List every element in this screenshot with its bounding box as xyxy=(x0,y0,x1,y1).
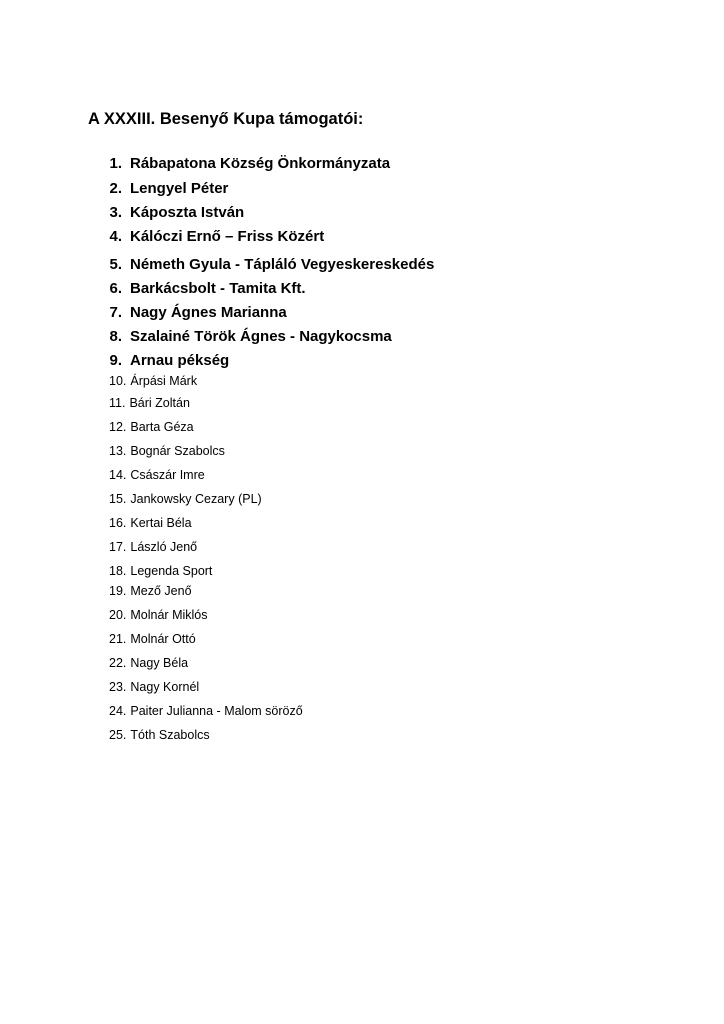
list-item-number: 7. xyxy=(109,304,122,321)
list-item-name: Mező Jenő xyxy=(130,584,192,598)
list-item xyxy=(104,352,229,369)
list-item xyxy=(109,656,188,670)
list-item xyxy=(104,304,287,321)
list-item-number: 12. xyxy=(109,420,127,434)
list-item-name: Arnau pékség xyxy=(130,352,230,369)
list-item-number: 3. xyxy=(109,204,122,221)
list-item xyxy=(109,584,192,598)
list-item-name: Bognár Szabolcs xyxy=(130,444,225,458)
list-item xyxy=(104,155,390,172)
list-item-number: 24. xyxy=(109,704,127,718)
list-item xyxy=(109,608,208,622)
list-item xyxy=(109,704,303,718)
list-item xyxy=(109,468,205,482)
list-item xyxy=(104,280,306,297)
list-item-number: 11. xyxy=(109,396,126,410)
list-item xyxy=(109,396,190,410)
list-item xyxy=(109,540,197,554)
list-item-name: Nagy Kornél xyxy=(130,680,200,694)
list-item-number: 10. xyxy=(109,374,127,388)
list-item-name: Molnár Ottó xyxy=(130,632,196,646)
list-item-name: Paiter Julianna - Malom söröző xyxy=(130,704,303,718)
list-item-name: Barkácsbolt - Tamita Kft. xyxy=(130,280,306,297)
list-item-number: 9. xyxy=(109,352,122,369)
list-item-number: 1. xyxy=(109,155,122,172)
list-item-name: Nagy Béla xyxy=(130,656,189,670)
list-item-name: Németh Gyula - Tápláló Vegyeskereskedés xyxy=(130,256,435,273)
list-item-number: 2. xyxy=(109,180,122,197)
list-item-name: Lengyel Péter xyxy=(130,180,229,197)
list-item-name: Árpási Márk xyxy=(130,374,198,388)
list-item-name: Rábapatona Község Önkormányzata xyxy=(130,155,391,172)
list-item-name: Kertai Béla xyxy=(130,516,192,530)
list-item-name: Szalainé Török Ágnes - Nagykocsma xyxy=(130,328,392,345)
list-item-name: Legenda Sport xyxy=(130,564,213,578)
list-item xyxy=(109,516,192,530)
list-item xyxy=(109,374,197,388)
list-item-number: 22. xyxy=(109,656,127,670)
list-item-name: Molnár Miklós xyxy=(130,608,208,622)
list-item-number: 5. xyxy=(109,256,122,273)
list-item-name: Káposzta István xyxy=(130,204,245,221)
list-item-number: 16. xyxy=(109,516,127,530)
list-item-number: 6. xyxy=(109,280,122,297)
list-item-name: Jankowsky Cezary (PL) xyxy=(130,492,262,506)
list-item xyxy=(109,492,262,506)
list-item-name: Nagy Ágnes Marianna xyxy=(130,304,287,321)
list-item-number: 23. xyxy=(109,680,127,694)
list-item-name: Tóth Szabolcs xyxy=(130,728,210,742)
list-item xyxy=(104,256,434,273)
list-item xyxy=(109,632,196,646)
list-item-number: 15. xyxy=(109,492,127,506)
list-item-name: László Jenő xyxy=(130,540,198,554)
list-item xyxy=(109,564,212,578)
list-item xyxy=(104,180,228,197)
list-item-number: 14. xyxy=(109,468,127,482)
list-item-number: 4. xyxy=(109,228,122,245)
list-item-number: 25. xyxy=(109,728,127,742)
list-item-name: Császár Imre xyxy=(130,468,205,482)
list-item-number: 19. xyxy=(109,584,127,598)
list-item-number: 21. xyxy=(109,632,127,646)
list-item-number: 8. xyxy=(109,328,122,345)
list-item xyxy=(104,228,324,245)
list-item xyxy=(109,680,199,694)
list-item-number: 18. xyxy=(109,564,127,578)
list-item-number: 20. xyxy=(109,608,127,622)
list-item-number: 13. xyxy=(109,444,127,458)
page-title: A XXXIII. Besenyő Kupa támogatói: xyxy=(88,110,364,128)
list-item-name: Barta Géza xyxy=(130,420,194,434)
list-item xyxy=(104,328,392,345)
list-item-name: Kálóczi Ernő – Friss Közért xyxy=(130,228,325,245)
list-item-number: 17. xyxy=(109,540,127,554)
list-item xyxy=(109,444,225,458)
list-item xyxy=(104,204,244,221)
list-item xyxy=(109,420,194,434)
list-item xyxy=(109,728,210,742)
list-item-name: Bári Zoltán xyxy=(129,396,190,410)
